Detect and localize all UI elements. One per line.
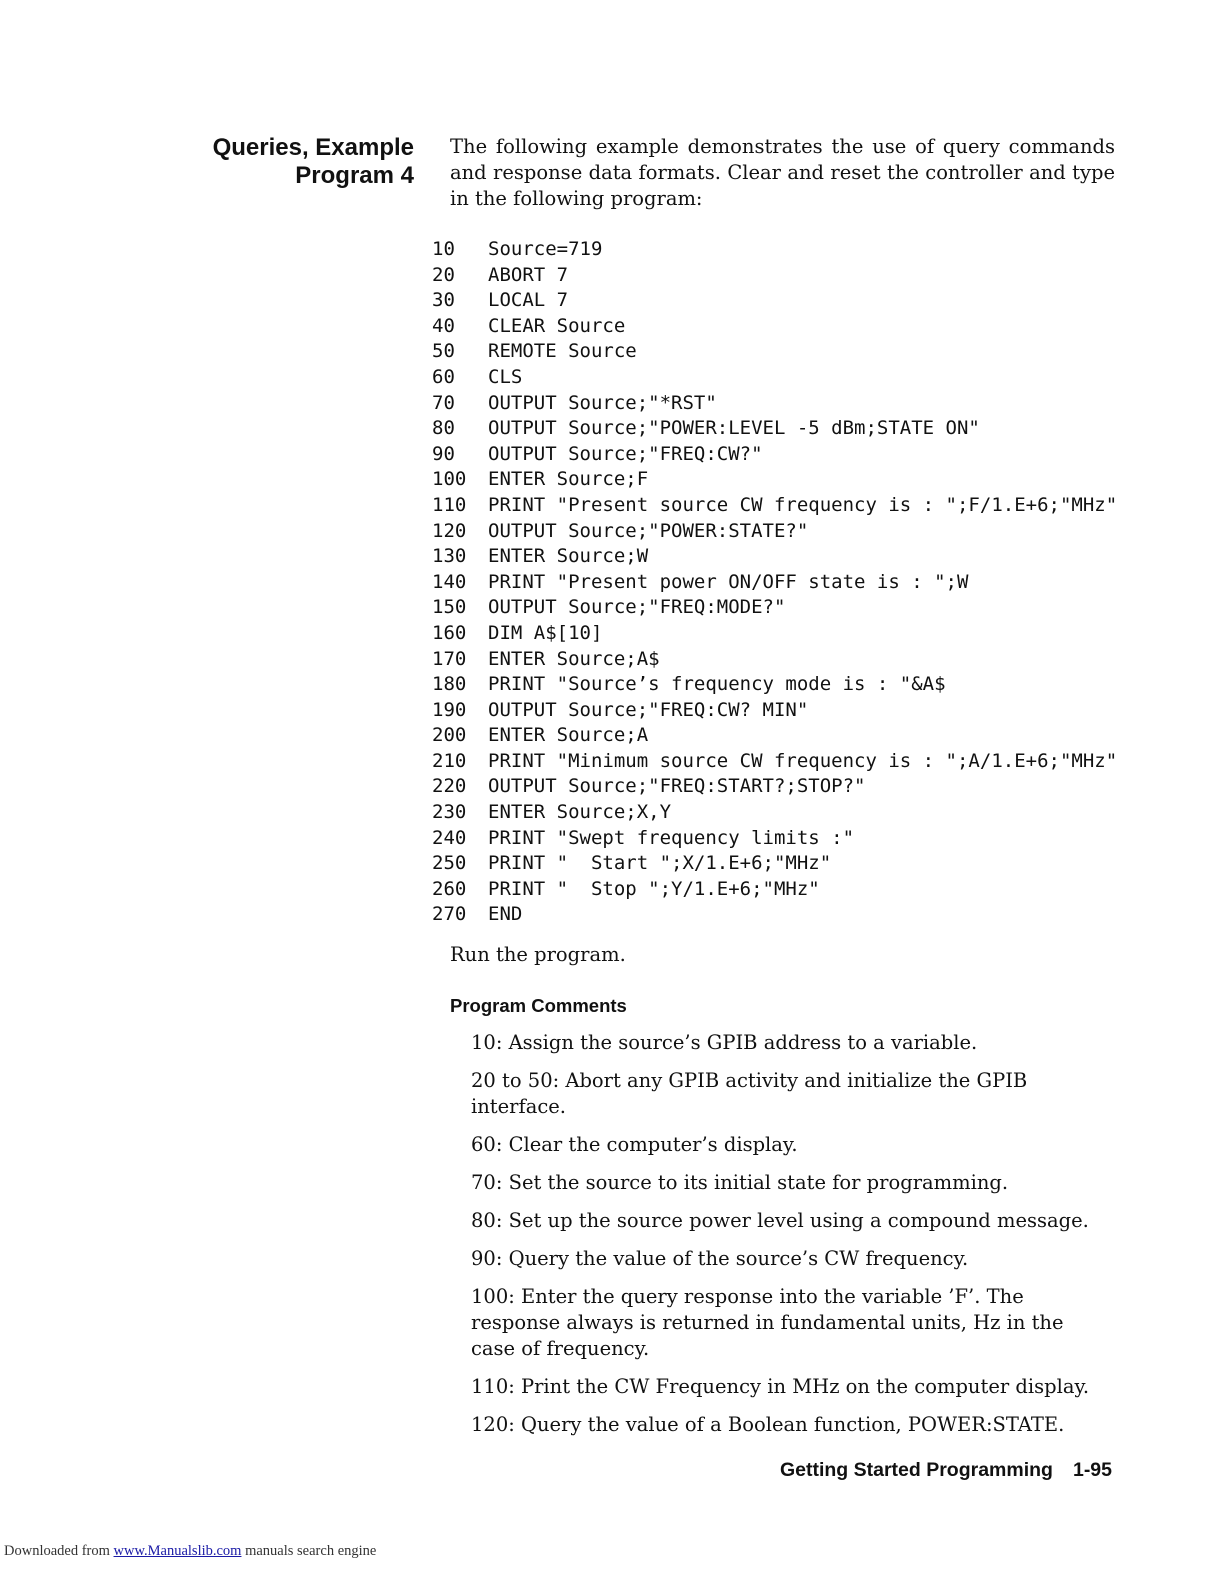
code-line [432, 826, 1132, 852]
code-line [432, 621, 1132, 647]
code-statement: ENTER Source;A [488, 724, 649, 747]
line-number: 10 [432, 238, 455, 260]
code-line [432, 851, 1132, 877]
code-line [432, 365, 1132, 391]
line-number: 80 [432, 417, 455, 440]
download-prefix: Downloaded from [4, 1543, 114, 1559]
comment-item: 70: Set the source to its initial state for programming. [471, 1171, 1009, 1194]
code-line [432, 391, 1132, 417]
code-line [432, 698, 1132, 724]
line-number: 130 [432, 545, 467, 568]
code-line [432, 544, 1132, 570]
code-statement: OUTPUT Source;"FREQ:MODE?" [488, 596, 786, 619]
footer-chapter-title: Getting Started Programming [779, 1459, 1053, 1481]
code-statement: CLS [488, 365, 523, 388]
manualslib-link[interactable]: www.Manualslib.com [113, 1543, 242, 1559]
line-number: 110 [432, 493, 467, 516]
code-statement: ENTER Source;W [488, 545, 649, 568]
comment-item: 120: Query the value of a Boolean function, POWER:STATE. [471, 1413, 1065, 1436]
code-line [432, 237, 1132, 263]
line-number: 180 [432, 673, 467, 696]
code-line [432, 339, 1132, 365]
code-line [432, 595, 1132, 621]
code-statement: PRINT " Start ";X/1.E+6;"MHz" [488, 852, 832, 875]
intro-paragraph: The following example demonstrates the use of query commands and response data formats. Clear and reset the controller and type in the following program: [450, 135, 1115, 210]
code-statement: LOCAL 7 [488, 289, 569, 312]
comments-heading: Program Comments [450, 995, 627, 1016]
code-line [432, 263, 1132, 289]
code-line [432, 647, 1132, 673]
code-statement: ENTER Source;A$ [488, 647, 660, 670]
line-number: 70 [432, 391, 455, 414]
run-instruction: Run the program. [450, 943, 626, 966]
line-number: 270 [432, 903, 467, 926]
code-line [432, 314, 1132, 340]
code-statement: OUTPUT Source;"POWER:STATE?" [488, 519, 809, 542]
code-line [432, 467, 1132, 493]
comment-item: 60: Clear the computer’s display. [471, 1133, 798, 1156]
code-statement: Source=719 [488, 238, 603, 260]
comment-item: 10: Assign the source’s GPIB address to a variable. [471, 1031, 978, 1054]
footer-page-number: 1-95 [1072, 1459, 1112, 1481]
program-listing [432, 237, 1132, 928]
code-statement: REMOTE Source [488, 340, 637, 363]
page-footer [700, 1458, 1112, 1482]
code-line [432, 416, 1132, 442]
line-number: 90 [432, 442, 455, 465]
code-statement: ABORT 7 [488, 263, 569, 286]
line-number: 50 [432, 340, 455, 363]
code-statement: PRINT "Swept frequency limits :" [488, 826, 855, 849]
code-statement: OUTPUT Source;"POWER:LEVEL -5 dBm;STATE ON" [488, 417, 980, 440]
comment-item: 110: Print the CW Frequency in MHz on the computer display. [471, 1375, 1090, 1398]
code-line [432, 749, 1132, 775]
line-number: 170 [432, 647, 467, 670]
line-number: 120 [432, 519, 467, 542]
line-number: 160 [432, 621, 467, 644]
comment-item: 100: Enter the query response into the variable ’F’. The response always is returned in fundamental units, Hz in the case of frequency. [471, 1285, 1064, 1360]
line-number: 30 [432, 289, 455, 312]
code-statement: END [488, 903, 523, 926]
code-statement: OUTPUT Source;"FREQ:START?;STOP?" [488, 775, 866, 798]
section-title-line-1: Queries, Example [212, 134, 414, 161]
download-suffix: manuals search engine [241, 1543, 377, 1559]
code-statement: ENTER Source;F [488, 468, 649, 491]
line-number: 240 [432, 826, 467, 849]
line-number: 60 [432, 365, 455, 388]
code-line [432, 902, 1132, 928]
line-number: 20 [432, 263, 455, 286]
line-number: 190 [432, 698, 467, 721]
comment-item: 20 to 50: Abort any GPIB activity and initialize the GPIB interface. [471, 1069, 1028, 1118]
code-statement: PRINT "Source’s frequency mode is : "&A$ [488, 673, 946, 696]
line-number: 260 [432, 877, 467, 900]
comment-item: 80: Set up the source power level using a compound message. [471, 1209, 1089, 1232]
code-statement: ENTER Source;X,Y [488, 801, 672, 824]
comment-item: 90: Query the value of the source’s CW frequency. [471, 1247, 969, 1270]
code-statement: PRINT " Stop ";Y/1.E+6;"MHz" [488, 877, 820, 900]
line-number: 40 [432, 314, 455, 337]
line-number: 100 [432, 468, 467, 491]
line-number: 220 [432, 775, 467, 798]
code-statement: PRINT "Minimum source CW frequency is : ";A/1.E+6;"MHz" [488, 749, 1118, 772]
download-notice [4, 1542, 376, 1560]
code-line [432, 570, 1132, 596]
line-number: 250 [432, 852, 467, 875]
code-statement: CLEAR Source [488, 314, 626, 337]
line-number: 230 [432, 801, 467, 824]
code-line [432, 493, 1132, 519]
code-statement: PRINT "Present power ON/OFF state is : ";W [488, 570, 969, 593]
code-line [432, 774, 1132, 800]
line-number: 200 [432, 724, 467, 747]
code-line [432, 800, 1132, 826]
code-line [432, 672, 1132, 698]
code-line [432, 288, 1132, 314]
code-statement: OUTPUT Source;"*RST" [488, 391, 717, 414]
line-number: 210 [432, 749, 467, 772]
section-title-line-2: Program 4 [295, 162, 414, 189]
code-line [432, 519, 1132, 545]
code-statement: OUTPUT Source;"FREQ:CW? MIN" [488, 698, 809, 721]
code-line [432, 877, 1132, 903]
code-statement: PRINT "Present source CW frequency is : ";F/1.E+6;"MHz" [488, 493, 1118, 516]
code-line [432, 442, 1132, 468]
line-number: 150 [432, 596, 467, 619]
line-number: 140 [432, 570, 467, 593]
code-statement: OUTPUT Source;"FREQ:CW?" [488, 442, 763, 465]
code-statement: DIM A$[10] [488, 621, 603, 644]
section-title [150, 134, 414, 190]
program-comments [471, 1030, 1111, 1450]
code-line [432, 723, 1132, 749]
